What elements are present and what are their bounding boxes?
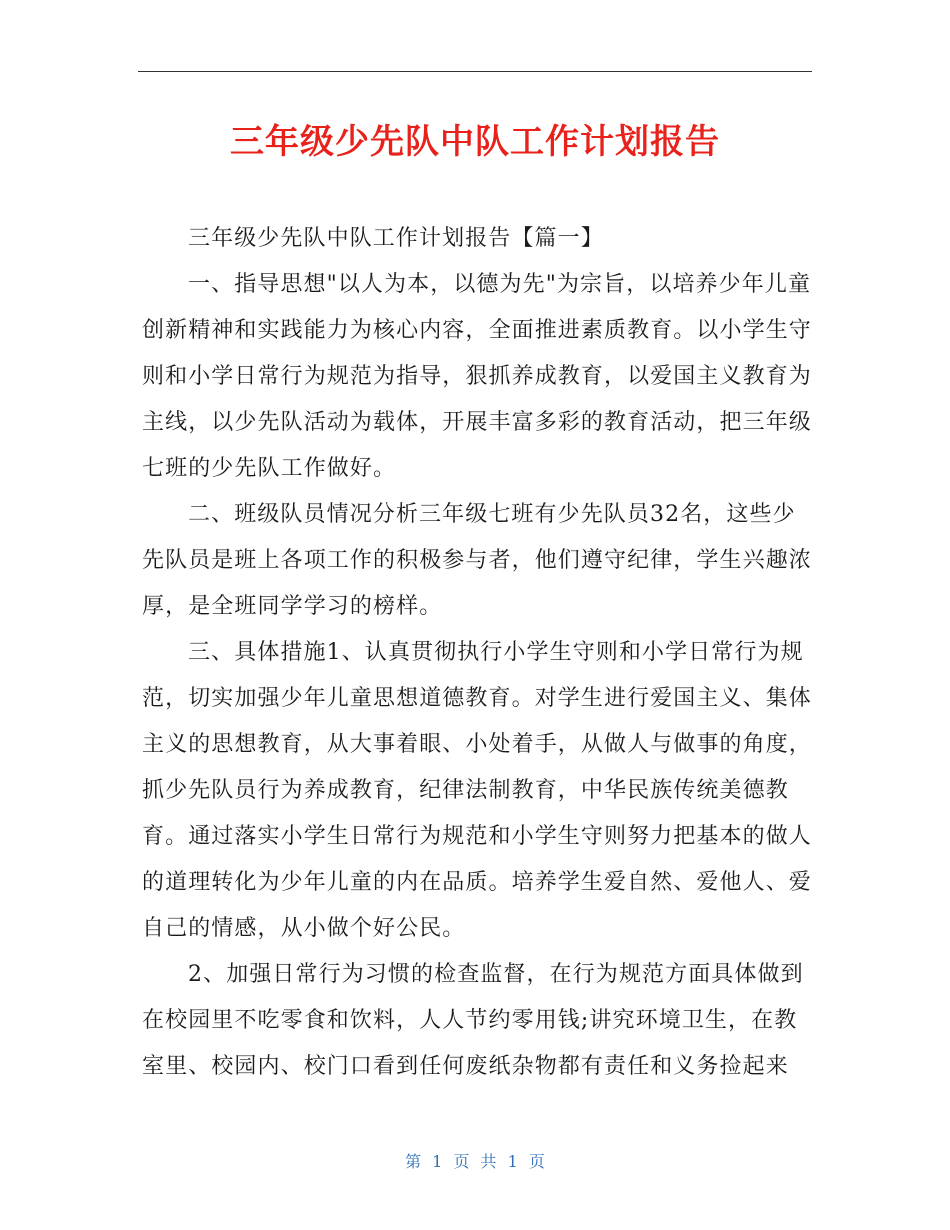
page-footer: 第 1 页 共 1 页 [405,1152,545,1171]
header-rule [138,71,812,72]
section-heading: 三年级少先队中队工作计划报告【篇一】 [188,226,604,251]
paragraph-guiding-ideology: 一、指导思想"以人为本，以德为先"为宗旨，以培养少年儿童创新精神和实践能力为核心内容，全面推进素质教育。以小学生守则和小学日常行为规范为指导，狠抓养成教育，以爱国主义教育为主线，以少先队活动为载体，开展丰富多彩的教育活动，把三年级七班的少先队工作做好。 [142,272,812,481]
paragraph-class-analysis: 二、班级队员情况分析三年级七班有少先队员32名，这些少先队员是班上各项工作的积极参与者，他们遵守纪律，学生兴趣浓厚，是全班同学学习的榜样。 [142,502,812,619]
paragraph-daily-habits: 2、加强日常行为习惯的检查监督，在行为规范方面具体做到在校园里不吃零食和饮料，人人节约零用钱;讲究环境卫生，在教室里、校园内、校门口看到任何废纸杂物都有责任和义务捡起来 [142,962,804,1079]
document-title: 三年级少先队中队工作计划报告 [230,122,720,162]
document-body [142,216,812,1090]
paragraph-measures: 三、具体措施1、认真贯彻执行小学生守则和小学日常行为规范，切实加强少年儿童思想道德教育。对学生进行爱国主义、集体主义的思想教育，从大事着眼、小处着手，从做人与做事的角度，抓少先队员行为养成教育，纪律法制教育，中华民族传统美德教育。通过落实小学生日常行为规范和小学生守则努力把基本的做人的道理转化为少年儿童的内在品质。培养学生爱自然、爱他人、爱自己的情感，从小做个好公民。 [142,640,812,941]
